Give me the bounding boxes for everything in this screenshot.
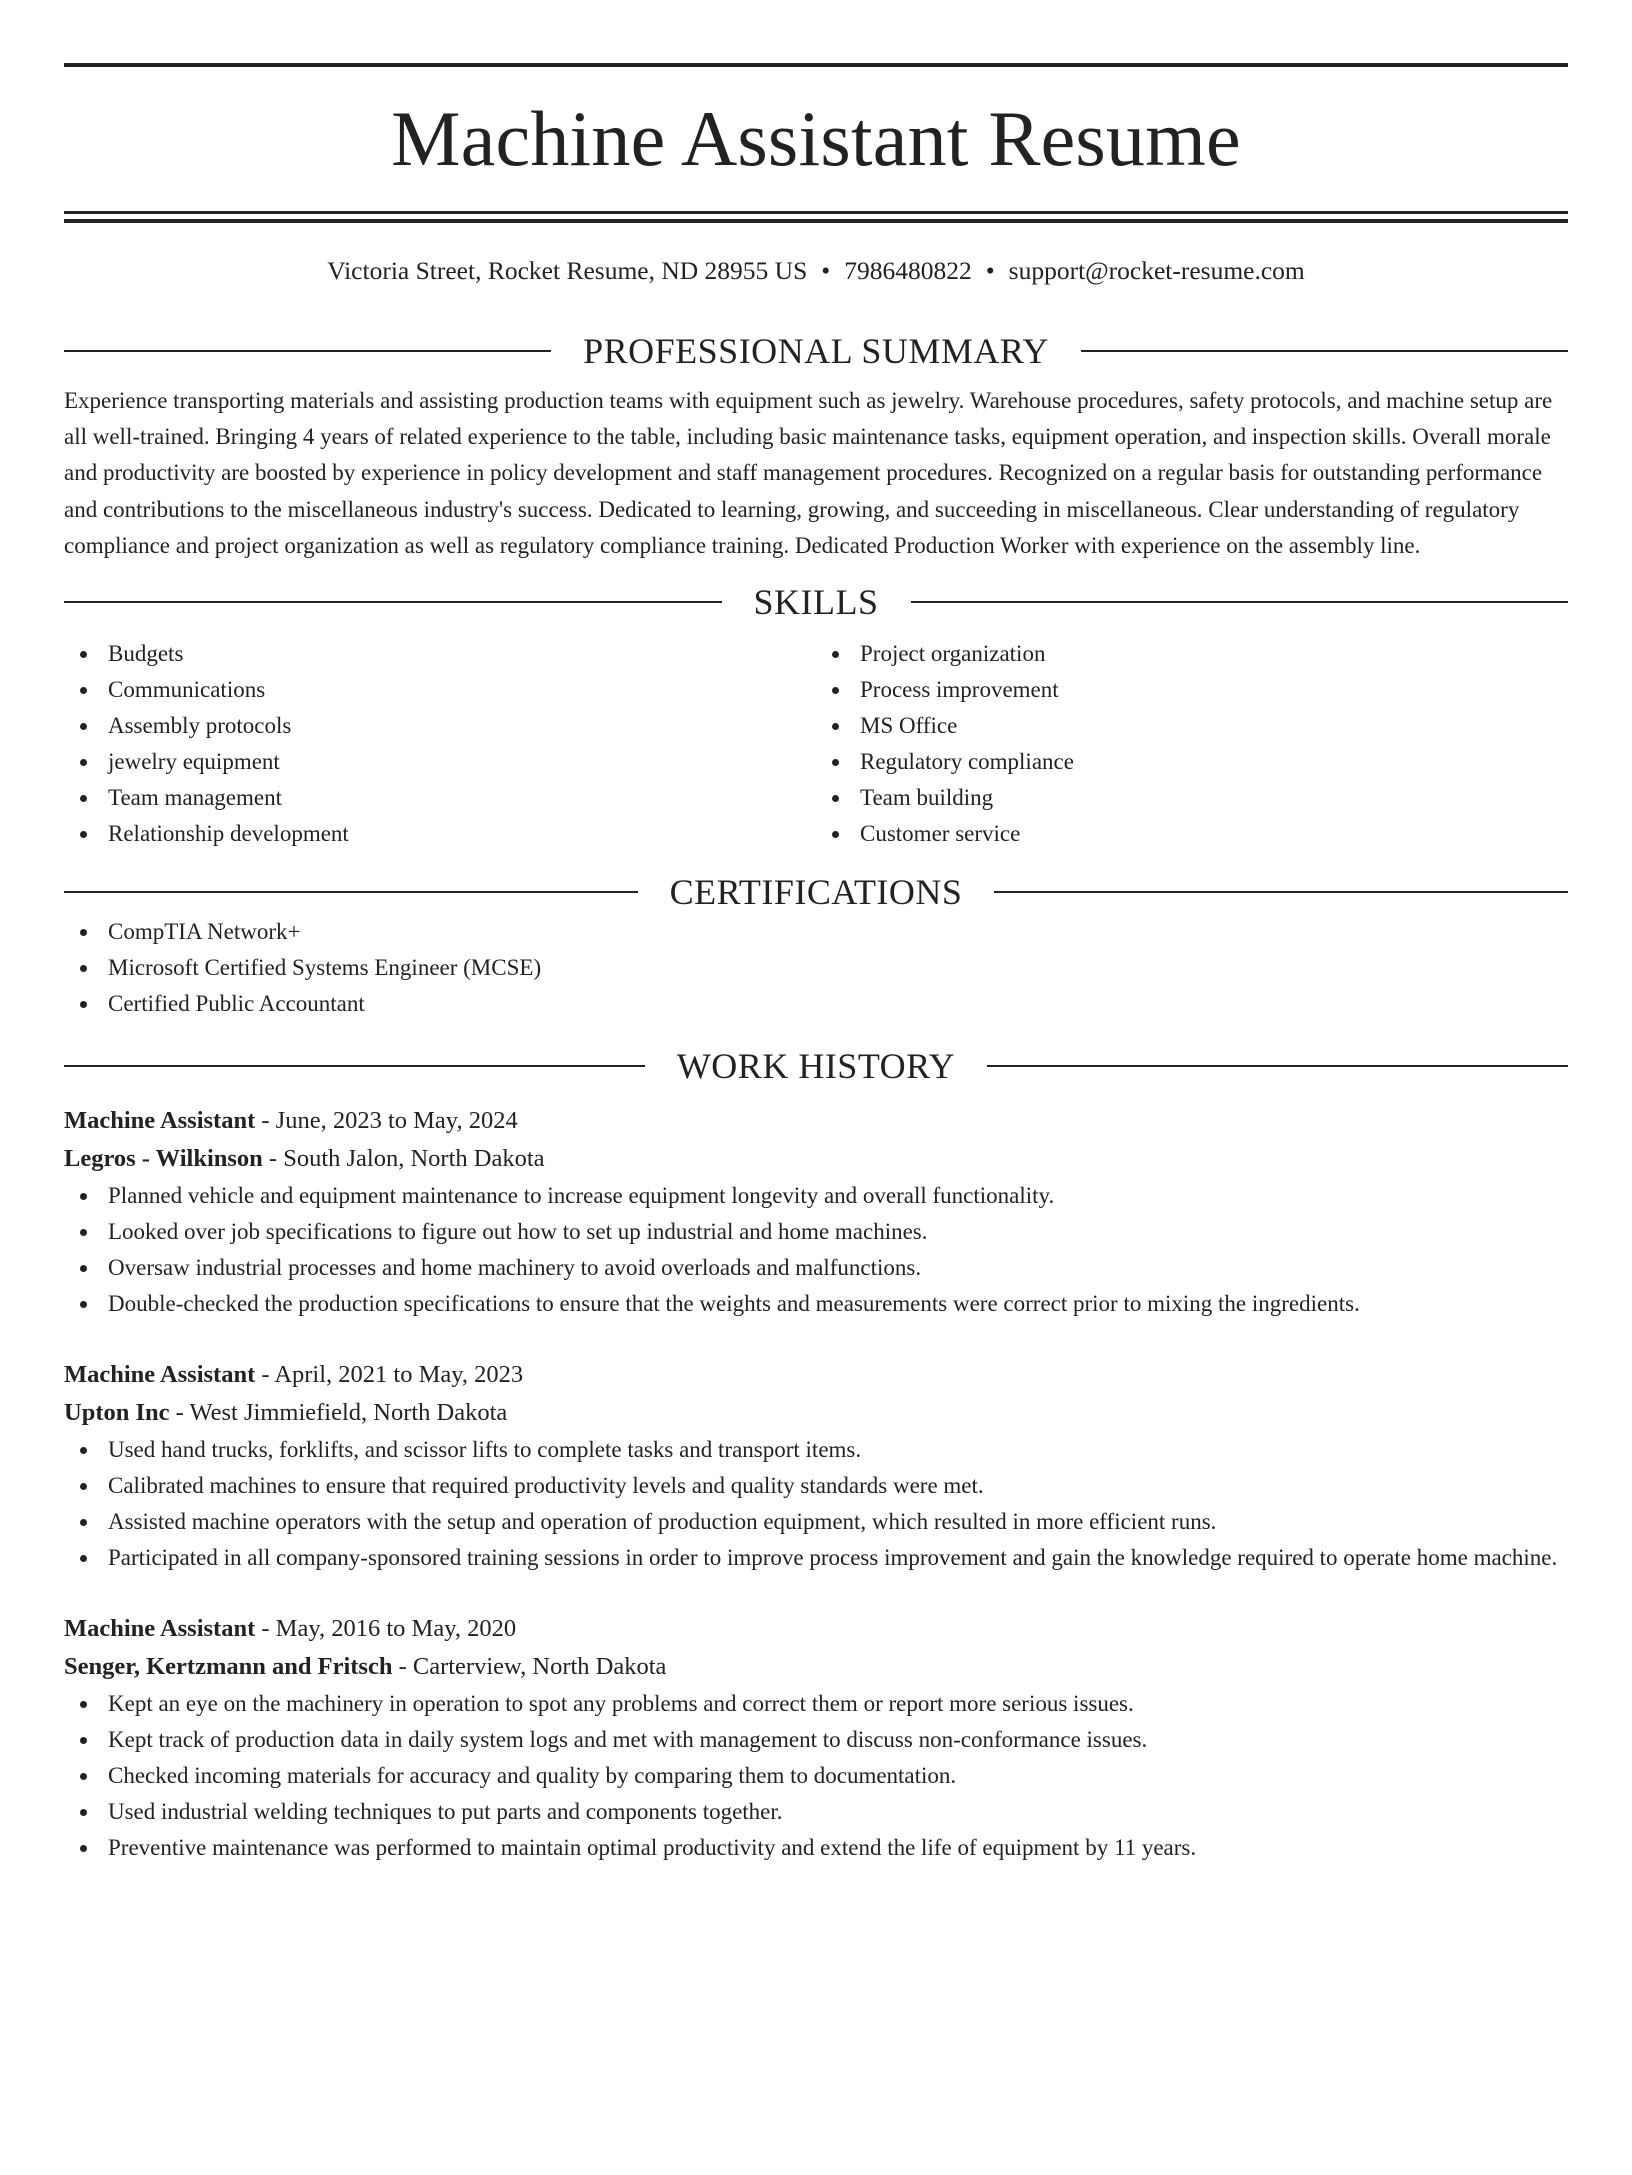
skill-item: Process improvement <box>816 672 1568 708</box>
section-rule-left <box>64 601 722 603</box>
section-title-summary: PROFESSIONAL SUMMARY <box>583 331 1049 371</box>
job-duty-item: Planned vehicle and equipment maintenance to increase equipment longevity and overall functionality. <box>64 1178 1568 1214</box>
contact-separator: • <box>985 256 995 285</box>
certification-item: CompTIA Network+ <box>64 914 1568 950</box>
job-duty-item: Assisted machine operators with the setup and operation of production equipment, which resulted in more efficient runs. <box>64 1504 1568 1540</box>
section-rule-right <box>1081 350 1568 352</box>
certifications-list <box>64 914 1568 1022</box>
skill-item: Team building <box>816 780 1568 816</box>
section-header-summary <box>64 329 1568 373</box>
skill-item: MS Office <box>816 708 1568 744</box>
certification-item: Microsoft Certified Systems Engineer (MCSE) <box>64 950 1568 986</box>
top-rule <box>64 63 1568 67</box>
section-rule-right <box>911 601 1569 603</box>
page-title: Machine Assistant Resume <box>391 95 1241 182</box>
job-title: Machine Assistant <box>64 1615 256 1643</box>
job-duty-item: Double-checked the production specifications to ensure that the weights and measurements were correct prior to mixing the ingredients. <box>64 1286 1568 1322</box>
section-header-work-history <box>64 1044 1568 1088</box>
job-duty-item: Oversaw industrial processes and home machinery to avoid overloads and malfunctions. <box>64 1250 1568 1286</box>
contact-email[interactable]: support@rocket-resume.com <box>1008 256 1305 285</box>
job-dates: - June, 2023 to May, 2024 <box>261 1107 518 1135</box>
contact-separator: • <box>821 256 831 285</box>
skills-column-left <box>64 636 816 852</box>
job-company-line <box>64 1140 1568 1178</box>
job-duty-item: Used hand trucks, forklifts, and scissor lifts to complete tasks and transport items. <box>64 1432 1568 1468</box>
job-duty-item: Looked over job specifications to figure out how to set up industrial and home machines. <box>64 1214 1568 1250</box>
skill-item: Project organization <box>816 636 1568 672</box>
job-duties <box>64 1178 1568 1322</box>
job-dates: - May, 2016 to May, 2020 <box>261 1615 517 1643</box>
summary-text: Experience transporting materials and assisting production teams with equipment such as jewelry. Warehouse procedures, safety protocols, and machine setup are all well-trained. Bringing 4 years of related experience to the table, including basic maintenance tasks, equipment operation, and inspection skills. Overall morale and productivity are boosted by experience in policy development and staff management procedures. Recognized on a regular basis for outstanding performance and contributions to the miscellaneous industry's success. Dedicated to learning, growing, and succeeding in miscellaneous. Clear understanding of regulatory compliance and project organization as well as regulatory compliance training. Dedicated Production Worker with experience on the assembly line. <box>64 388 1553 558</box>
job-title: Machine Assistant <box>64 1361 256 1389</box>
job-company: Upton Inc <box>64 1399 170 1427</box>
section-rule-right <box>987 1065 1568 1067</box>
section-title-work-history: WORK HISTORY <box>676 1046 956 1087</box>
section-rule-left <box>64 1065 645 1067</box>
contact-phone: 7986480822 <box>844 256 972 285</box>
job-location: - Carterview, North Dakota <box>398 1653 667 1681</box>
skill-item: Team management <box>64 780 816 816</box>
job-company: Legros - Wilkinson <box>64 1145 263 1173</box>
job-duty-item: Used industrial welding techniques to put parts and components together. <box>64 1794 1568 1830</box>
section-rule-left <box>64 350 551 352</box>
section-rule-right <box>994 891 1568 893</box>
skill-item: jewelry equipment <box>64 744 816 780</box>
section-header-certifications <box>64 870 1568 914</box>
section-title-certifications: CERTIFICATIONS <box>669 872 963 913</box>
section-header-skills <box>64 580 1568 624</box>
job-duties <box>64 1432 1568 1576</box>
resume-page <box>0 63 1632 2175</box>
title-double-rule <box>64 211 1568 223</box>
job-duty-item: Kept track of production data in daily system logs and met with management to discuss non-conformance issues. <box>64 1722 1568 1758</box>
job-duty-item: Kept an eye on the machinery in operation to spot any problems and correct them or report more serious issues. <box>64 1686 1568 1722</box>
job-duties <box>64 1686 1568 1866</box>
job-entry <box>64 1356 1568 1576</box>
certification-item: Certified Public Accountant <box>64 986 1568 1022</box>
section-rule-left <box>64 891 638 893</box>
job-company-line <box>64 1394 1568 1432</box>
job-dates: - April, 2021 to May, 2023 <box>261 1361 524 1389</box>
skill-item: Assembly protocols <box>64 708 816 744</box>
job-location: - South Jalon, North Dakota <box>268 1145 545 1173</box>
job-company: Senger, Kertzmann and Fritsch <box>64 1653 393 1681</box>
skill-item: Communications <box>64 672 816 708</box>
skill-item: Budgets <box>64 636 816 672</box>
job-title-line <box>64 1610 1568 1648</box>
job-duty-item: Checked incoming materials for accuracy and quality by comparing them to documentation. <box>64 1758 1568 1794</box>
contact-address: Victoria Street, Rocket Resume, ND 28955 US <box>327 256 808 285</box>
skill-item: Regulatory compliance <box>816 744 1568 780</box>
job-duty-item: Calibrated machines to ensure that required productivity levels and quality standards were met. <box>64 1468 1568 1504</box>
job-duty-item: Preventive maintenance was performed to maintain optimal productivity and extend the life of equipment by 11 years. <box>64 1830 1568 1866</box>
job-title-line <box>64 1102 1568 1140</box>
section-title-skills: SKILLS <box>753 582 879 623</box>
job-entry <box>64 1610 1568 1866</box>
skill-item: Relationship development <box>64 816 816 852</box>
job-title: Machine Assistant <box>64 1107 256 1135</box>
job-title-line <box>64 1356 1568 1394</box>
skill-item: Customer service <box>816 816 1568 852</box>
job-duty-item: Participated in all company-sponsored training sessions in order to improve process improvement and gain the knowledge required to operate home machine. <box>64 1540 1568 1576</box>
job-entry <box>64 1102 1568 1322</box>
job-location: - West Jimmiefield, North Dakota <box>175 1399 508 1427</box>
contact-line <box>64 255 1568 287</box>
skills-grid <box>64 636 1568 852</box>
skills-column-right <box>816 636 1568 852</box>
job-company-line <box>64 1648 1568 1686</box>
